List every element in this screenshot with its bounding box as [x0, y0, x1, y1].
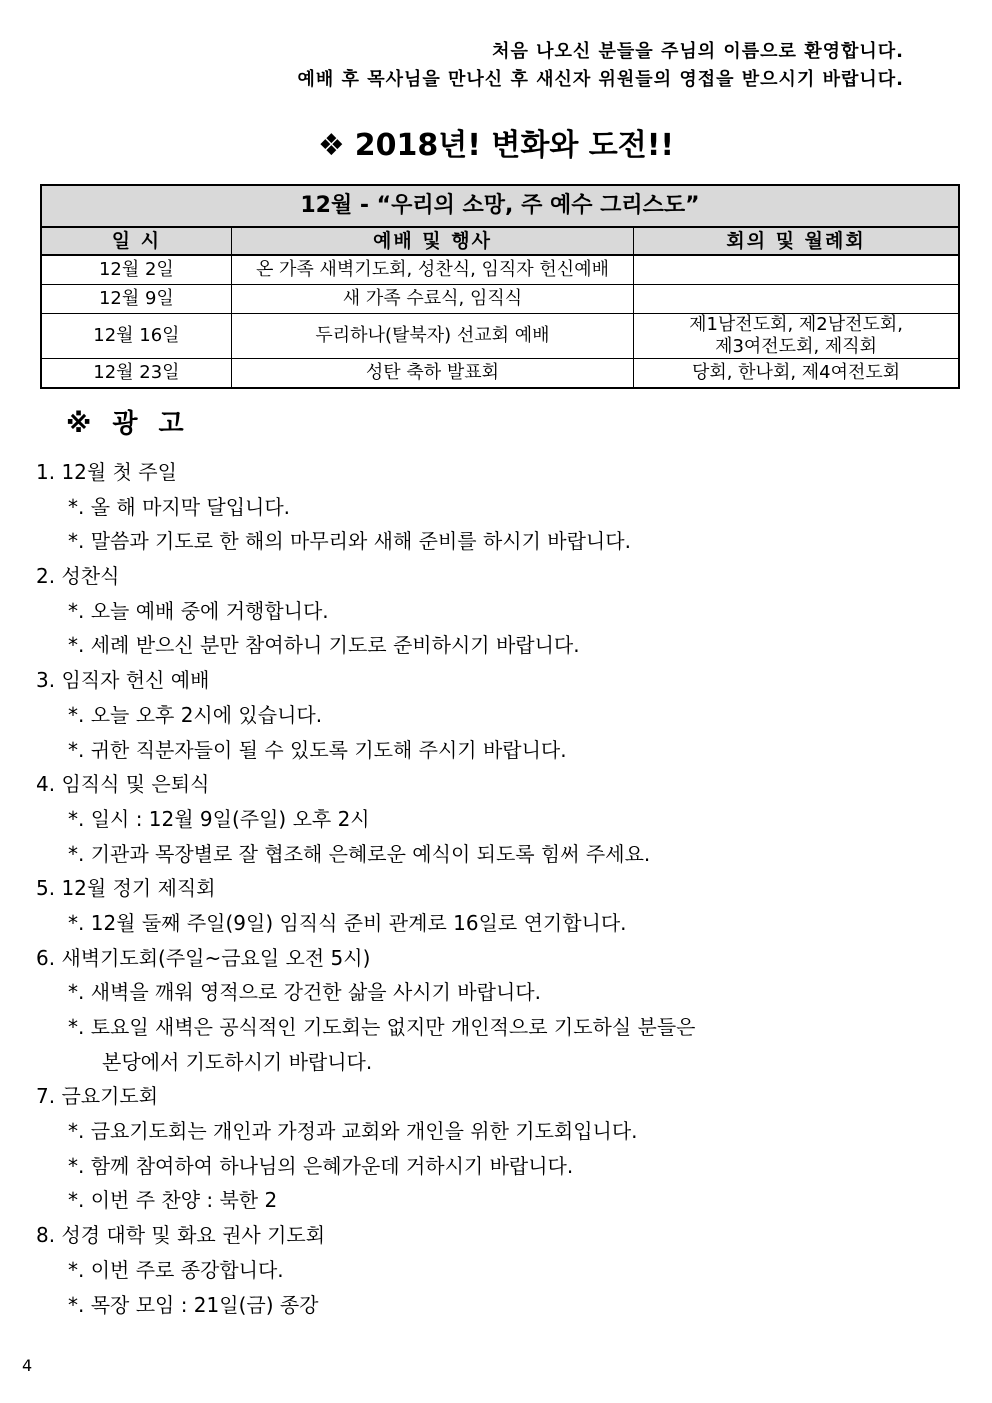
row-meeting-line-1: 제1남전도회, 제2남전도회, — [689, 314, 904, 335]
announcement-item — [36, 767, 936, 871]
welcome-line-1: 처음 나오신 분들을 주님의 이름으로 환영합니다. — [492, 41, 904, 62]
table-row — [41, 285, 959, 314]
announcement-item — [36, 455, 936, 559]
row-date: 12월 9일 — [41, 285, 231, 314]
row-event: 성탄 축하 발표회 — [231, 359, 633, 389]
welcome-message — [298, 38, 905, 94]
announcements-title: ※ 광 고 — [66, 409, 190, 439]
announcement-line: *. 이번 주 찬양 : 북한 2 — [68, 1188, 278, 1213]
theme-title: 2018년! 변화와 도전!! — [354, 128, 675, 163]
announcement-title: 4. 임직식 및 은퇴식 — [36, 772, 210, 797]
announcement-line: *. 말씀과 기도로 한 해의 마무리와 새해 준비를 하시기 바랍니다. — [68, 529, 631, 554]
announcement-title: 1. 12월 첫 주일 — [36, 460, 177, 484]
row-date: 12월 2일 — [41, 255, 231, 285]
row-event: 두리하나(탈북자) 선교회 예배 — [231, 314, 633, 359]
announcement-title: 8. 성경 대학 및 화요 권사 기도회 — [36, 1223, 326, 1248]
header-meeting: 회의 및 월례회 — [634, 227, 959, 255]
table-row — [41, 255, 959, 285]
announcement-line: *. 오늘 예배 중에 거행합니다. — [68, 598, 329, 623]
row-event: 온 가족 새벽기도회, 성찬식, 임직자 헌신예배 — [231, 255, 633, 285]
announcement-line: *. 토요일 새벽은 공식적인 기도회는 없지만 개인적으로 기도하실 분들은 — [68, 1015, 696, 1039]
announcement-line: *. 함께 참여하여 하나님의 은혜가운데 거하시기 바랍니다. — [68, 1153, 574, 1178]
row-meeting — [634, 285, 959, 314]
announcement-title: 5. 12월 정기 제직회 — [36, 876, 216, 901]
december-schedule-table — [40, 184, 960, 389]
diamond-bullet-icon: ❖ — [317, 128, 345, 163]
page-number: 4 — [22, 1356, 33, 1375]
row-event: 새 가족 수료식, 임직식 — [231, 285, 633, 314]
announcement-line: *. 일시 : 12월 9일(주일) 오후 2시 — [68, 806, 370, 831]
announcements-list — [36, 455, 936, 1322]
row-meeting — [634, 314, 959, 359]
welcome-line-2: 예배 후 목사님을 만나신 후 새신자 위원들의 영접을 받으시기 바랍니다. — [297, 69, 904, 90]
announcement-item — [36, 1218, 936, 1322]
yearly-theme — [0, 120, 992, 164]
announcement-item — [36, 559, 936, 663]
row-date: 12월 16일 — [41, 314, 231, 359]
table-row — [41, 359, 959, 389]
row-meeting: 당회, 한나회, 제4여전도회 — [634, 359, 959, 389]
announcement-line: *. 새벽을 깨워 영적으로 강건한 삶을 사시기 바랍니다. — [68, 980, 541, 1005]
announcement-line: *. 금요기도회는 개인과 가정과 교회와 개인을 위한 기도회입니다. — [68, 1119, 638, 1144]
announcement-line-continuation: 본당에서 기도하시기 바랍니다. — [102, 1049, 373, 1074]
row-date: 12월 23일 — [41, 359, 231, 389]
header-event: 예배 및 행사 — [231, 227, 633, 255]
table-row — [41, 314, 959, 359]
announcement-line: *. 세례 받으신 분만 참여하니 기도로 준비하시기 바랍니다. — [68, 633, 580, 658]
announcement-line: *. 목장 모임 : 21일(금) 종강 — [68, 1292, 319, 1317]
announcement-title: 7. 금요기도회 — [36, 1084, 159, 1109]
announcement-title: 3. 임직자 헌신 예배 — [36, 668, 210, 693]
announcement-line: *. 올 해 마지막 달입니다. — [68, 494, 291, 519]
announcement-line: *. 오늘 오후 2시에 있습니다. — [68, 702, 323, 727]
announcement-line: *. 12월 둘째 주일(9일) 임직식 준비 관계로 16일로 연기합니다. — [68, 910, 627, 935]
announcement-title: 2. 성찬식 — [36, 564, 120, 589]
announcement-title: 6. 새벽기도회(주일~금요일 오전 5시) — [36, 945, 371, 970]
row-meeting — [634, 255, 959, 285]
announcement-line: *. 귀한 직분자들이 될 수 있도록 기도해 주시기 바랍니다. — [68, 737, 567, 762]
announcement-item — [36, 871, 936, 940]
row-meeting-line-2: 제3여전도회, 제직회 — [715, 336, 878, 357]
announcement-item — [36, 663, 936, 767]
announcement-item — [36, 1079, 936, 1218]
announcement-line: *. 이번 주로 종강합니다. — [68, 1257, 284, 1282]
announcement-line: *. 기관과 목장별로 잘 협조해 은혜로운 예식이 되도록 힘써 주세요. — [68, 841, 651, 866]
schedule-banner: 12월 - “우리의 소망, 주 예수 그리스도” — [41, 185, 959, 227]
header-date: 일 시 — [41, 227, 231, 255]
announcement-item — [36, 941, 936, 1080]
